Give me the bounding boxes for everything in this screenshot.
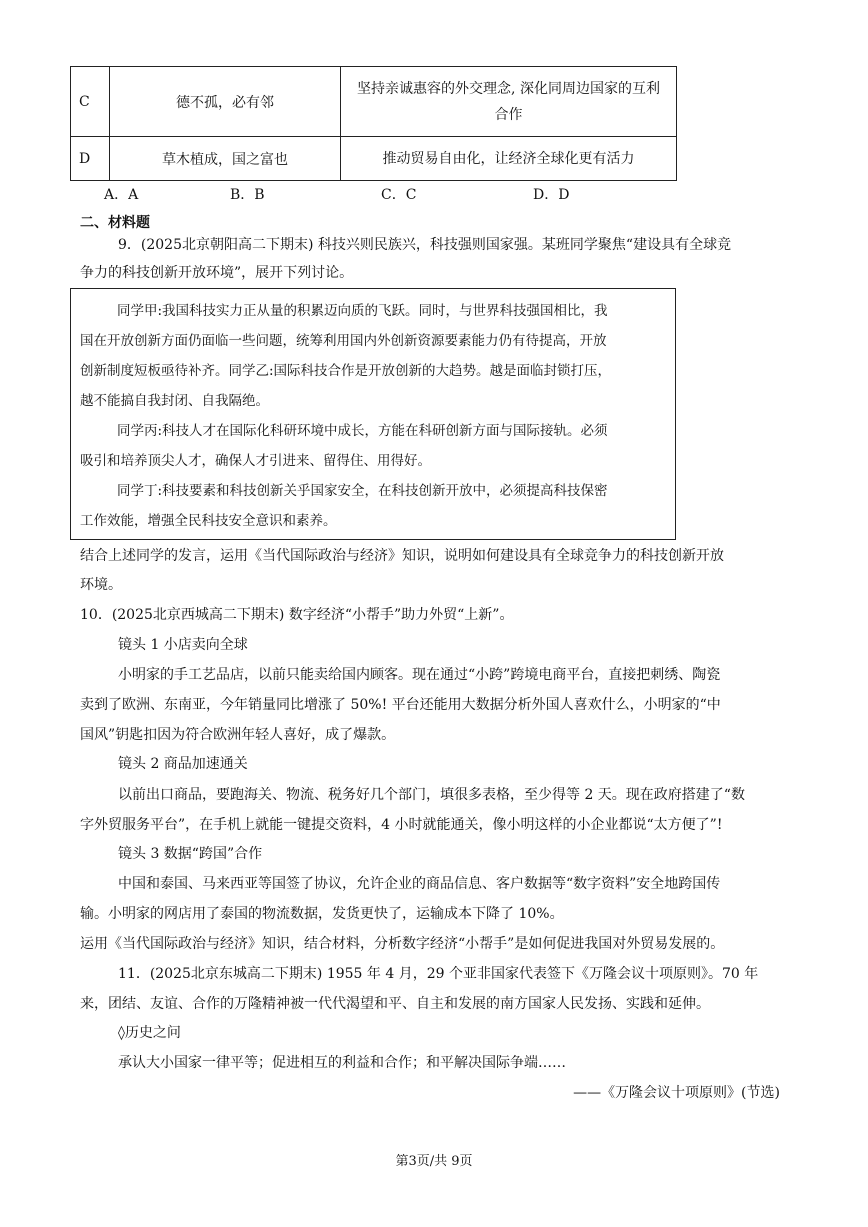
- option-meaning: [341, 67, 677, 137]
- q10-scene1-line: 国风”钥匙扣因为符合欧洲年轻人喜好，成了爆款。: [80, 727, 396, 743]
- material-line: 越不能搞自我封闭、自我隔绝。: [80, 393, 269, 409]
- q9-stem-line2: 争力的科技创新开放环境”，展开下列讨论。: [80, 265, 354, 281]
- q10-scene3-line: 输。小明家的网店用了泰国的物流数据，发货更快了，运输成本下降了 10%。: [80, 906, 564, 922]
- q10-scene1-head: 镜头 1 小店卖向全球: [118, 637, 248, 653]
- q10-scene2-head: 镜头 2 商品加速通关: [118, 756, 248, 772]
- option-meaning: [341, 137, 677, 181]
- material-line: 同学丙:科技人才在国际化科研环境中成长，方能在科研创新方面与国际接轨。必须: [117, 423, 608, 439]
- choice-d[interactable]: D．D: [533, 187, 570, 203]
- choice-c[interactable]: C．C: [381, 187, 417, 203]
- q9-stem-line1: 9．(2025北京朝阳高二下期末) 科技兴则民族兴，科技强则国家强。某班同学聚焦“建设具有全球竞: [118, 237, 732, 253]
- material-line: 同学甲:我国科技实力正从量的积累迈向质的飞跃。同时，与世界科技强国相比，我: [117, 303, 608, 319]
- q11-stem-line1: 11．(2025北京东城高二下期末) 1955 年 4 月，29 个亚非国家代表签下《万隆会议十项原则》。70 年: [118, 966, 759, 982]
- q11-stem-line2: 来，团结、友谊、合作的万隆精神被一代代渴望和平、自主和发展的南方国家人民发扬、实践和延伸。: [80, 996, 710, 1012]
- option-key: C: [71, 67, 110, 137]
- q9-ask-line2: 环境。: [80, 577, 122, 593]
- material-line: 工作效能，增强全民科技安全意识和素养。: [80, 513, 337, 529]
- option-quote: 德不孤，必有邻: [110, 67, 341, 137]
- material-line: 创新制度短板亟待补齐。同学乙:国际科技合作是开放创新的大趋势。越是面临封锁打压，: [80, 363, 612, 379]
- q11-subhead: ◊历史之问: [118, 1025, 181, 1041]
- q10-scene2-line: 以前出口商品，要跑海关、物流、税务好几个部门，填很多表格，至少得等 2 天。现在政府搭建了“数: [118, 787, 745, 803]
- table-row: [71, 67, 677, 137]
- options-table: [70, 66, 677, 181]
- choice-a[interactable]: A．A: [104, 187, 139, 203]
- q10-scene1-line: 小明家的手工艺品店，以前只能卖给国内顾客。现在通过“小跨”跨境电商平台，直接把刺绣、陶瓷: [118, 667, 721, 683]
- table-row: [71, 137, 677, 181]
- material-line: 吸引和培养顶尖人才，确保人才引进来、留得住、用得好。: [80, 453, 431, 469]
- material-line: 国在开放创新方面仍面临一些问题，统筹利用国内外创新资源要素能力仍有待提高，开放: [80, 333, 607, 349]
- option-key: D: [71, 137, 110, 181]
- page-footer: 第3页/共 9页: [395, 1154, 473, 1169]
- option-meaning-line: 合作: [494, 106, 523, 123]
- q9-ask-line1: 结合上述同学的发言，运用《当代国际政治与经济》知识，说明如何建设具有全球竞争力的科技创新开放: [80, 548, 724, 564]
- choice-b[interactable]: B．B: [230, 187, 265, 203]
- option-quote: 草木植成，国之富也: [110, 137, 341, 181]
- option-meaning-line: 推动贸易自由化，让经济全球化更有活力: [382, 150, 635, 167]
- q9-material-box: [70, 288, 676, 540]
- q10-ask: 运用《当代国际政治与经济》知识，结合材料，分析数字经济“小帮手”是如何促进我国对外贸易发展的。: [80, 936, 725, 952]
- section-title: 二、材料题: [80, 215, 150, 231]
- q11-quote: 承认大小国家一律平等；促进相互的利益和合作；和平解决国际争端……: [118, 1055, 566, 1071]
- q10-scene3-head: 镜头 3 数据“跨国”合作: [118, 846, 263, 862]
- q10-scene2-line: 字外贸服务平台”，在手机上就能一键提交资料，4 小时就能通关，像小明这样的小企业都说“太方便了”!: [80, 817, 723, 833]
- q10-title: 10．(2025北京西城高二下期末) 数字经济“小帮手”助力外贸“上新”。: [80, 607, 514, 623]
- q10-scene3-line: 中国和泰国、马来西亚等国签了协议，允许企业的商品信息、客户数据等“数字资料”安全地跨国传: [118, 876, 721, 892]
- q10-scene1-line: 卖到了欧洲、东南亚，今年销量同比增涨了 50%! 平台还能用大数据分析外国人喜欢什么，小明家的“中: [80, 697, 721, 713]
- q11-source: ——《万隆会议十项原则》(节选): [573, 1085, 780, 1101]
- option-meaning-line: 坚持亲诚惠容的外交理念, 深化同周边国家的互利: [357, 80, 660, 97]
- material-line: 同学丁:科技要素和科技创新关乎国家安全，在科技创新开放中，必须提高科技保密: [117, 483, 608, 499]
